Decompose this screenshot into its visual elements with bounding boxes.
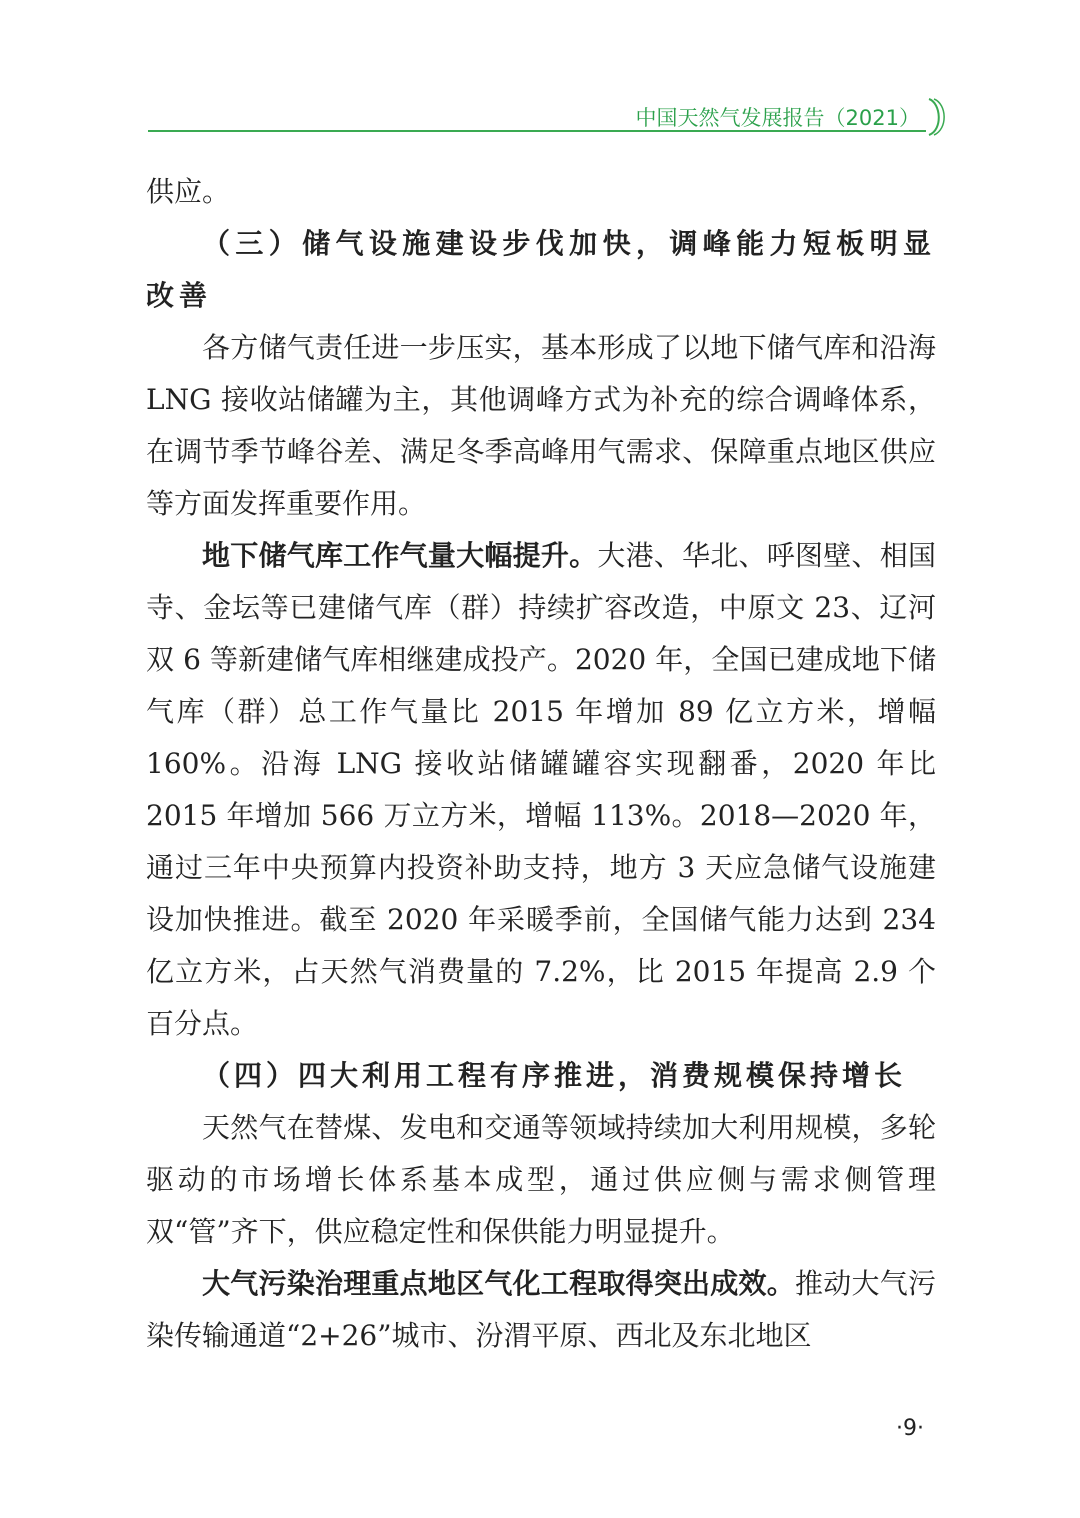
page-number: ·9· xyxy=(896,1416,924,1441)
running-header xyxy=(148,98,948,138)
page-body xyxy=(146,166,936,1362)
paragraph-storage xyxy=(146,530,936,1050)
section-3-heading: （三）储气设施建设步伐加快，调峰能力短板明显改善 xyxy=(146,227,936,312)
header-rule xyxy=(148,130,926,132)
paragraph-air-pollution-body: 推动大气污染传输通道“2+26”城市、汾渭平原、西北及东北地区 xyxy=(146,1267,936,1352)
section-3-intro: 各方储气责任进一步压实，基本形成了以地下储气库和沿海 LNG 接收站储罐为主，其他调峰方式为补充的综合调峰体系，在调节季节峰谷差、满足冬季高峰用气需求、保障重点地区供应等方面发挥重要作用。 xyxy=(146,331,936,520)
paragraph-storage-body: 大港、华北、呼图壁、相国寺、金坛等已建储气库（群）持续扩容改造，中原文 23、辽河双 6 等新建储气库相继建成投产。2020 年，全国已建成地下储气库（群）总工作气量比 2015 年增加 89 亿立方米，增幅 160%。沿海 LNG 接收站储罐罐容实现翻番，2020 年比 2015 年增加 566 万立方米，增幅 113%。2018—2020 年，通过三年中央预算内投资补助支持，地方 3 天应急储气设施建设加快推进。截至 2020 年采暖季前，全国储气能力达到 234 亿立方米，占天然气消费量的 7.2%，比 2015 年提高 2.9 个百分点。 xyxy=(146,539,936,1040)
paragraph-air-pollution xyxy=(146,1258,936,1362)
section-4-heading: （四）四大利用工程有序推进，消费规模保持增长 xyxy=(202,1059,907,1092)
carry-over-text: 供应。 xyxy=(146,175,231,208)
header-arc-ornament xyxy=(926,98,948,138)
paragraph-air-pollution-lead: 大气污染治理重点地区气化工程取得突出成效。 xyxy=(202,1267,796,1300)
section-4-intro: 天然气在替煤、发电和交通等领域持续加大利用规模，多轮驱动的市场增长体系基本成型，通过供应侧与需求侧管理双“管”齐下，供应稳定性和保供能力明显提升。 xyxy=(146,1111,936,1248)
paragraph-storage-lead: 地下储气库工作气量大幅提升。 xyxy=(202,539,598,572)
report-title: 中国天然气发展报告（2021） xyxy=(635,106,920,130)
